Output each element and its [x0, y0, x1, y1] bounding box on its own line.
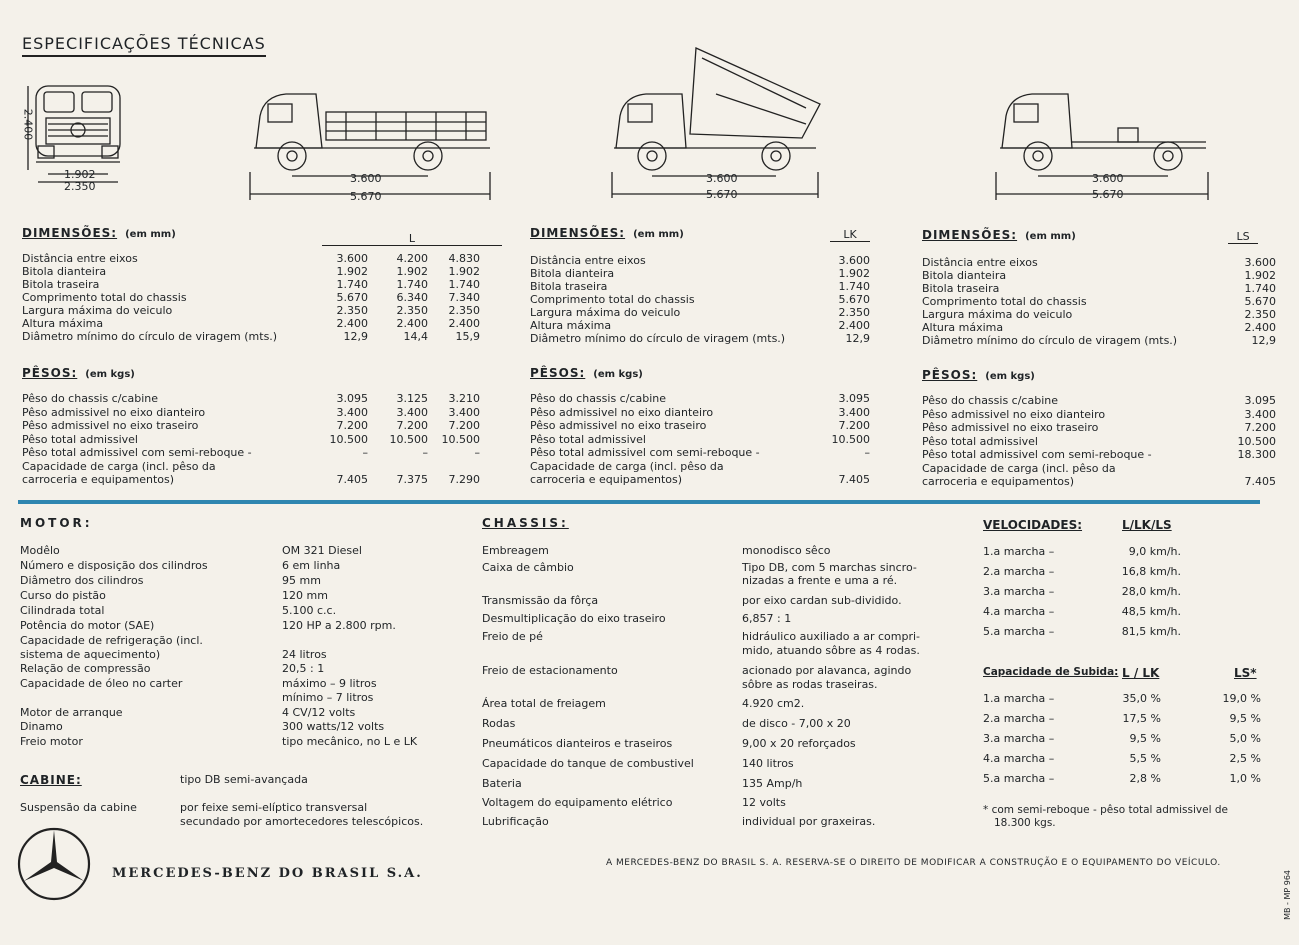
vel-gear: 2.a marcha – [983, 565, 1055, 578]
spec-value: 7.340 [448, 291, 480, 304]
spec-value: 3.095 [1244, 394, 1276, 407]
spec-label: Pêso admissivel no eixo traseiro [922, 421, 1099, 434]
spec-row [530, 267, 875, 280]
l-length: 5.670 [350, 190, 382, 203]
spec-label: Distância entre eixos [922, 256, 1038, 269]
spec-value: 3.400 [336, 405, 368, 419]
peso-unit-ls: (em kgs) [985, 371, 1035, 382]
spec-row [922, 434, 1276, 448]
spec-row [530, 280, 875, 293]
specs-l [22, 226, 502, 496]
spec-row [22, 278, 502, 291]
spec-value: 3.125 [396, 392, 428, 405]
spec-label: Diâmetro mínimo do círculo de viragem (mts.) [530, 332, 786, 345]
subida-ls: 19,0 % [1222, 692, 1261, 705]
spec-value: 2.400 [838, 319, 870, 332]
spec-value: 2.350 [1244, 308, 1276, 321]
spec-value: 1.740 [396, 278, 428, 291]
subida-gear: 1.a marcha – [983, 692, 1055, 705]
specs-ls [922, 228, 1276, 498]
spec-row [530, 419, 875, 432]
lk-wheelbase: 3.600 [706, 172, 738, 185]
motor-label: Modêlo [20, 544, 60, 557]
chassis-label: Capacidade do tanque de combustivel [482, 757, 694, 770]
motor-value: 5.100 c.c. [282, 604, 337, 617]
section-divider [18, 500, 1260, 504]
spec-value: 7.405 [336, 473, 368, 486]
spec-value: – [864, 446, 870, 459]
chassis-value: nizadas a frente e uma a ré. [742, 574, 898, 587]
spec-value: 2.400 [448, 317, 480, 330]
page-title: ESPECIFICAÇÕES TÉCNICAS [22, 34, 266, 57]
spec-row [530, 433, 875, 446]
spec-value: – [422, 446, 428, 459]
spec-row [22, 304, 502, 317]
spec-value: 1.902 [448, 265, 480, 278]
spec-row [22, 330, 502, 343]
spec-label: carroceria e equipamentos) [22, 473, 175, 486]
lk-length: 5.670 [706, 188, 738, 201]
motor-label: Freio motor [20, 735, 83, 748]
doc-code: MB - MP 964 [1283, 870, 1292, 920]
dim-unit-lk: (em mm) [633, 229, 684, 240]
chassis-value: 6,857 : 1 [742, 612, 792, 625]
chassis-value: de disco - 7,00 x 20 [742, 717, 851, 730]
spec-label: Bitola traseira [922, 282, 1000, 295]
spec-row [22, 317, 502, 330]
spec-row [922, 282, 1276, 295]
subida-gear: 3.a marcha – [983, 732, 1055, 745]
spec-row [530, 293, 875, 306]
spec-row [530, 460, 875, 473]
dim-heading-l: DIMENSÕES: [22, 226, 118, 240]
spec-label: Pêso do chassis c/cabine [530, 392, 667, 405]
spec-row [22, 446, 502, 459]
spec-row [22, 433, 502, 446]
vel-col: L/LK/LS [1122, 518, 1172, 532]
motor-value: 4 CV/12 volts [282, 706, 356, 719]
spec-value: 4.830 [448, 252, 480, 265]
spec-label: Pêso total admissivel com semi-reboque - [530, 446, 760, 459]
chassis-value: 4.920 cm2. [742, 697, 805, 710]
spec-value: 1.740 [448, 278, 480, 291]
ls-length: 5.670 [1092, 188, 1124, 201]
spec-value: 1.740 [838, 280, 870, 293]
cabine-tipo: tipo DB semi-avançada [180, 773, 308, 786]
spec-row [530, 406, 875, 419]
spec-label: Bitola traseira [530, 280, 608, 293]
chassis-label: Bateria [482, 777, 522, 790]
chassis-label: Freio de estacionamento [482, 664, 618, 677]
chassis-label: Pneumáticos dianteiros e traseiros [482, 737, 673, 750]
spec-label: Pêso do chassis c/cabine [22, 392, 159, 405]
spec-value: 12,9 [343, 330, 368, 343]
spec-label: Altura máxima [22, 317, 104, 330]
vel-speed: 28,0 km/h. [1121, 585, 1181, 598]
spec-label: Comprimento total do chassis [530, 293, 695, 306]
peso-heading-lk: PÊSOS: [530, 366, 586, 380]
chassis-label: Voltagem do equipamento elétrico [482, 796, 673, 809]
spec-value: 7.200 [1244, 421, 1276, 434]
spec-value: 7.290 [448, 473, 480, 486]
subida-heading: Capacidade de Subida: [983, 666, 1119, 678]
spec-value: 7.375 [396, 473, 428, 486]
spec-value: 3.400 [396, 405, 428, 419]
motor-value: mínimo – 7 litros [282, 691, 374, 704]
spec-row [22, 419, 502, 432]
spec-value: 1.902 [336, 265, 368, 278]
chassis-value: 12 volts [742, 796, 786, 809]
spec-value: 5.670 [838, 293, 870, 306]
spec-value: 3.600 [1244, 256, 1276, 269]
chassis-value: 9,00 x 20 reforçados [742, 737, 856, 750]
spec-label: Altura máxima [530, 319, 612, 332]
company-name: MERCEDES-BENZ DO BRASIL S.A. [112, 866, 423, 881]
spec-row [530, 254, 875, 267]
spec-value: 1.902 [838, 267, 870, 280]
spec-value: 12,9 [1251, 334, 1276, 347]
spec-value: 7.200 [448, 419, 480, 432]
spec-row [22, 252, 502, 265]
chassis-value: sôbre as rodas traseiras. [742, 678, 878, 691]
spec-label: Pêso admissivel no eixo traseiro [22, 419, 199, 432]
spec-value: 3.600 [336, 252, 368, 265]
spec-row [922, 321, 1276, 334]
spec-value: 4.200 [396, 252, 428, 265]
spec-row [22, 265, 502, 278]
subida-col2: LS* [1234, 666, 1257, 680]
spec-row [22, 291, 502, 304]
chassis-value: individual por graxeiras. [742, 815, 876, 828]
subida-ls: 2,5 % [1229, 752, 1261, 765]
spec-value: 10.500 [389, 432, 428, 446]
peso-heading-ls: PÊSOS: [922, 368, 978, 382]
spec-value: 10.500 [441, 432, 480, 446]
subida-gear: 2.a marcha – [983, 712, 1055, 725]
footnote-1: * com semi-reboque - pêso total admissivel de [983, 804, 1228, 816]
motor-value: 95 mm [282, 574, 321, 587]
spec-row [22, 460, 502, 473]
chassis-value: acionado por alavanca, agindo [742, 664, 912, 677]
chassis-label: Embreagem [482, 544, 549, 557]
spec-value: 7.200 [838, 419, 870, 432]
motor-value: tipo mecânico, no L e LK [282, 735, 418, 748]
spec-label: Diâmetro mínimo do círculo de viragem (mts.) [922, 334, 1178, 347]
spec-value: 10.500 [831, 432, 870, 446]
subida-ls: 9,5 % [1229, 712, 1261, 725]
motor-label: Potência do motor (SAE) [20, 619, 155, 632]
subida-l: 17,5 % [1122, 712, 1161, 725]
mercedes-star-logo [16, 826, 92, 905]
cabine-susp-label: Suspensão da cabine [20, 801, 137, 814]
motor-label: sistema de aquecimento) [20, 648, 161, 661]
spec-label: Bitola dianteira [530, 267, 615, 280]
spec-label: Pêso total admissivel [530, 432, 646, 446]
spec-row [530, 332, 875, 345]
dim-heading-ls: DIMENSÕES: [922, 228, 1018, 242]
motor-label: Diâmetro dos cilindros [20, 574, 144, 587]
spec-row [922, 334, 1276, 347]
spec-row [922, 421, 1276, 434]
motor-label: Relação de compressão [20, 662, 151, 675]
col-code-lk: LK [830, 228, 870, 242]
spec-label: Bitola dianteira [922, 269, 1007, 282]
spec-value: 1.740 [1244, 282, 1276, 295]
front-width-2: 2.350 [64, 180, 96, 193]
subida-gear: 4.a marcha – [983, 752, 1055, 765]
spec-label: Comprimento total do chassis [22, 291, 187, 304]
spec-row [922, 475, 1276, 488]
spec-value: – [362, 446, 368, 459]
chassis-value: 135 Amp/h [742, 777, 803, 790]
chassis-label: Área total de freiagem [482, 697, 606, 710]
spec-row [530, 392, 875, 405]
vel-gear: 3.a marcha – [983, 585, 1055, 598]
spec-row [22, 406, 502, 419]
spec-row [922, 394, 1276, 407]
dim-heading-lk: DIMENSÕES: [530, 226, 626, 240]
subida-l: 9,5 % [1129, 732, 1161, 745]
spec-label: Comprimento total do chassis [922, 295, 1087, 308]
vel-gear: 4.a marcha – [983, 605, 1055, 618]
chassis-value: hidráulico auxiliado a ar compri- [742, 630, 920, 643]
spec-label: Bitola traseira [22, 278, 100, 291]
spec-row [922, 256, 1276, 269]
spec-label: Pêso total admissivel com semi-reboque - [922, 448, 1152, 461]
motor-label: Capacidade de refrigeração (incl. [20, 634, 203, 647]
peso-unit-l: (em kgs) [85, 369, 135, 380]
spec-label: Pêso admissivel no eixo dianteiro [22, 405, 206, 419]
vel-gear: 1.a marcha – [983, 545, 1055, 558]
spec-value: 2.350 [336, 304, 368, 317]
spec-value: 7.200 [336, 419, 368, 432]
peso-heading-l: PÊSOS: [22, 366, 78, 380]
spec-label: Pêso do chassis c/cabine [922, 394, 1059, 407]
vel-speed: 81,5 km/h. [1121, 625, 1181, 638]
motor-label: Dinamo [20, 720, 63, 733]
vel-speed: 48,5 km/h. [1121, 605, 1181, 618]
spec-label: Pêso total admissivel com semi-reboque - [22, 446, 252, 459]
spec-value: 2.400 [1244, 321, 1276, 334]
spec-label: Bitola dianteira [22, 265, 107, 278]
cabine-susp-2: secundado por amortecedores telescópicos. [180, 815, 424, 828]
spec-row [922, 308, 1276, 321]
peso-unit-lk: (em kgs) [593, 369, 643, 380]
spec-value: 5.670 [336, 291, 368, 304]
spec-row [922, 462, 1267, 475]
motor-heading: MOTOR: [20, 516, 93, 530]
spec-value: 2.350 [838, 306, 870, 319]
cabine-heading: CABINE: [20, 773, 82, 787]
subida-gear: 5.a marcha – [983, 772, 1055, 785]
subida-l: 35,0 % [1122, 692, 1161, 705]
chassis-label: Transmissão da fôrça [482, 594, 599, 607]
spec-value: 5.670 [1244, 295, 1276, 308]
specs-lk [530, 226, 875, 496]
spec-value: 3.095 [838, 392, 870, 405]
subida-col1: L / LK [1122, 666, 1160, 680]
spec-label: Pêso admissivel no eixo dianteiro [922, 407, 1106, 421]
spec-value: 14,4 [403, 330, 428, 343]
spec-row [530, 319, 875, 332]
spec-value: 1.902 [396, 265, 428, 278]
spec-row [922, 269, 1276, 282]
dim-unit-l: (em mm) [125, 229, 176, 240]
spec-value: 1.740 [336, 278, 368, 291]
motor-value: 300 watts/12 volts [282, 720, 385, 733]
motor-label: Motor de arranque [20, 706, 123, 719]
subida-ls: 5,0 % [1229, 732, 1261, 745]
spec-row [922, 407, 1276, 421]
spec-value: 18.300 [1237, 448, 1276, 461]
spec-label: Capacidade de carga (incl. pêso da [22, 459, 216, 473]
spec-value: – [474, 446, 480, 459]
spec-value: 3.400 [838, 405, 870, 419]
chassis-value: monodisco sêco [742, 544, 831, 557]
spec-label: Distância entre eixos [530, 254, 646, 267]
ls-wheelbase: 3.600 [1092, 172, 1124, 185]
spec-value: 7.405 [838, 473, 870, 486]
spec-row [922, 295, 1276, 308]
spec-label: Pêso admissivel no eixo dianteiro [530, 405, 714, 419]
disclaimer: A MERCEDES-BENZ DO BRASIL S. A. RESERVA-SE O DIREITO DE MODIFICAR A CONSTRUÇÃO E O EQUIPAMENTO DO VEÍCULO. [606, 858, 1221, 868]
spec-label: Pêso admissivel no eixo traseiro [530, 419, 707, 432]
chassis-label: Desmultiplicação do eixo traseiro [482, 612, 666, 625]
l-wheelbase: 3.600 [350, 172, 382, 185]
motor-value: 120 HP a 2.800 rpm. [282, 619, 396, 632]
spec-value: 3.095 [336, 392, 368, 405]
spec-value: 6.340 [396, 291, 428, 304]
cabine-susp-1: por feixe semi-elíptico transversal [180, 801, 368, 814]
subida-l: 5,5 % [1129, 752, 1161, 765]
spec-label: Pêso total admissivel [922, 434, 1038, 448]
spec-row [22, 392, 502, 405]
motor-label: Cilindrada total [20, 604, 105, 617]
subida-ls: 1,0 % [1229, 772, 1261, 785]
spec-value: 2.400 [336, 317, 368, 330]
chassis-heading: CHASSIS: [482, 516, 569, 530]
motor-value: máximo – 9 litros [282, 677, 377, 690]
spec-label: Capacidade de carga (incl. pêso da [922, 461, 1116, 475]
spec-row [922, 448, 1276, 461]
chassis-label: Freio de pé [482, 630, 543, 643]
spec-label: carroceria e equipamentos) [922, 475, 1075, 488]
spec-value: 3.400 [448, 405, 480, 419]
spec-row [530, 306, 875, 319]
spec-value: 7.405 [1244, 475, 1276, 488]
spec-value: 15,9 [455, 330, 480, 343]
chassis-value: 140 litros [742, 757, 794, 770]
spec-label: Capacidade de carga (incl. pêso da [530, 459, 724, 473]
motor-label: Número e disposição dos cilindros [20, 559, 208, 572]
spec-row [530, 473, 875, 486]
motor-label: Curso do pistão [20, 589, 106, 602]
chassis-label: Caixa de câmbio [482, 561, 574, 574]
spec-label: Largura máxima do veiculo [22, 304, 173, 317]
motor-value: 120 mm [282, 589, 328, 602]
motor-value: 24 litros [282, 648, 327, 661]
chassis-value: Tipo DB, com 5 marchas sincro- [742, 561, 917, 574]
front-height-label: 2.400 [21, 108, 35, 141]
spec-value: 3.210 [448, 392, 480, 405]
spec-value: 10.500 [1237, 434, 1276, 448]
vel-speed: 16,8 km/h. [1121, 565, 1181, 578]
footnote-2: 18.300 kgs. [994, 817, 1056, 829]
spec-label: carroceria e equipamentos) [530, 473, 683, 486]
chassis-label: Rodas [482, 717, 516, 730]
spec-value: 12,9 [845, 332, 870, 345]
vel-gear: 5.a marcha – [983, 625, 1055, 638]
spec-label: Distância entre eixos [22, 252, 138, 265]
spec-value: 2.350 [448, 304, 480, 317]
chassis-value: por eixo cardan sub-dividido. [742, 594, 902, 607]
motor-value: 6 em linha [282, 559, 341, 572]
spec-value: 1.902 [1244, 269, 1276, 282]
spec-label: Pêso total admissivel [22, 432, 138, 446]
front-width-1: 1.902 [64, 168, 96, 181]
spec-row [22, 473, 502, 486]
spec-label: Largura máxima do veiculo [530, 306, 681, 319]
spec-value: 2.350 [396, 304, 428, 317]
motor-value: 20,5 : 1 [282, 662, 325, 675]
spec-label: Largura máxima do veiculo [922, 308, 1073, 321]
chassis-value: mido, atuando sôbre as 4 rodas. [742, 644, 920, 657]
spec-row [530, 446, 875, 459]
col-code-ls: LS [1228, 230, 1258, 244]
subida-l: 2,8 % [1129, 772, 1161, 785]
vel-speed: 9,0 km/h. [1128, 545, 1181, 558]
motor-label: Capacidade de óleo no carter [20, 677, 183, 690]
spec-label: Diâmetro mínimo do círculo de viragem (mts.) [22, 330, 278, 343]
chassis-label: Lubrificação [482, 815, 549, 828]
spec-label: Altura máxima [922, 321, 1004, 334]
col-code-l: L [322, 232, 502, 246]
motor-value: OM 321 Diesel [282, 544, 362, 557]
spec-value: 3.400 [1244, 407, 1276, 421]
vel-heading: VELOCIDADES: [983, 518, 1083, 532]
spec-value: 7.200 [396, 419, 428, 432]
spec-value: 10.500 [329, 432, 368, 446]
dim-unit-ls: (em mm) [1025, 231, 1076, 242]
spec-value: 3.600 [838, 254, 870, 267]
spec-value: 2.400 [396, 317, 428, 330]
